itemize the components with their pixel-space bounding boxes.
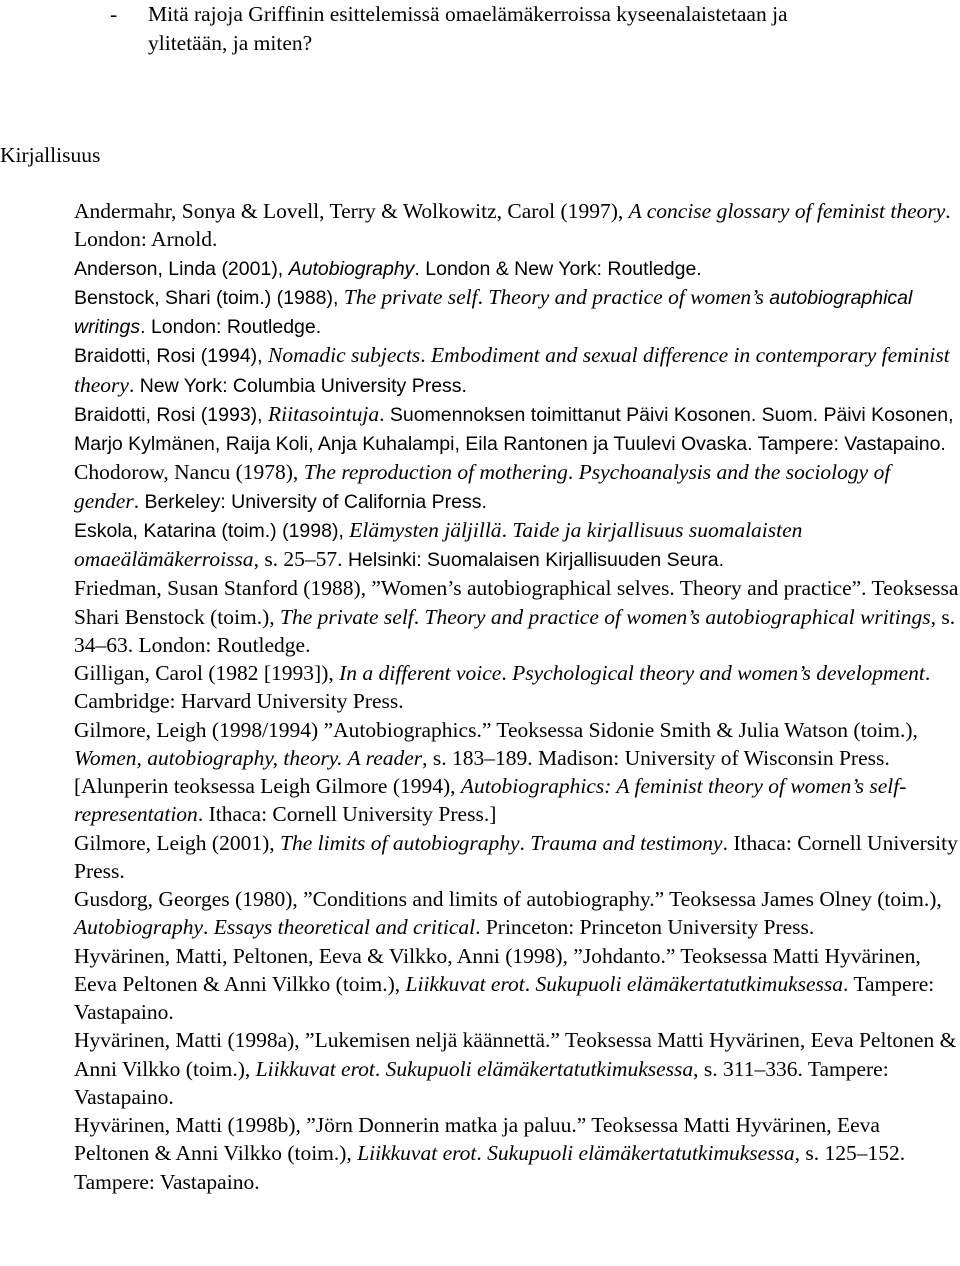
reference-entry	[74, 829, 960, 886]
reference-text: .	[420, 343, 432, 368]
reference-title: Women, autobiography, theory. A reader	[74, 745, 423, 770]
reference-text: Gilmore, Leigh (1998/1994) ”Autobiographics.” Teoksessa Sidonie Smith & Julia Watson (toim.),	[74, 717, 918, 742]
reference-text: .	[501, 517, 513, 542]
reference-text: Benstock, Shari (toim.) (1988),	[74, 286, 344, 309]
reference-text: , s. 311–336. Tampere: Vastapaino.	[74, 1056, 889, 1109]
section-heading: Kirjallisuus	[0, 143, 101, 167]
reference-title: Sukupuoli elämäkertatutkimuksessa	[487, 1141, 795, 1166]
reference-title: The private self	[280, 604, 414, 629]
reference-entry	[74, 458, 960, 516]
reference-title: Theory and practice of women’s autobiographical writings	[424, 604, 931, 629]
reference-text: , s. 34–63. London: Routledge.	[74, 604, 956, 657]
reference-entry	[74, 942, 960, 1027]
reference-text: .	[567, 460, 579, 485]
reference-entry	[74, 1026, 960, 1111]
reference-title: Psychoanalysis and the sociology of gender	[74, 460, 891, 513]
reference-title: Taide ja kirjallisuus suomalaisten omaeälämäkerroissa	[74, 517, 803, 571]
reference-text: Helsinki: Suomalaisen Kirjallisuuden Seura.	[347, 549, 725, 571]
reference-text: Eskola, Katarina (toim.) (1998),	[74, 519, 350, 542]
reference-entry	[74, 400, 960, 459]
reference-title: Liikkuvat erot	[255, 1056, 375, 1081]
reference-text: .	[519, 830, 531, 855]
reference-text: , s. 183–189. Madison: University of Wisconsin Press. [Alunperin teoksessa Leigh Gilmore (1994),	[74, 745, 890, 798]
reference-title: Liikkuvat erot	[405, 971, 525, 996]
reference-text: Hyvärinen, Matti, Peltonen, Eeva & Vilkko, Anni (1998), ”Johdanto.” Teoksessa Matti Hyvärinen, Eeva Peltonen & Anni Vilkko (toim.),	[74, 943, 921, 996]
reference-title: autobiographical writings	[74, 286, 913, 338]
reference-text: New York: Columbia University Press.	[139, 374, 467, 397]
reference-text: , s. 25–57.	[253, 547, 348, 571]
reference-text: .	[476, 1141, 488, 1166]
reference-title: Sukupuoli elämäkertatutkimuksessa	[385, 1056, 694, 1081]
reference-text: . London: Routledge.	[140, 316, 322, 338]
reference-text: . Princeton: Princeton University Press.	[475, 915, 815, 940]
reference-title: Embodiment and sexual difference in contemporary feminist theory	[74, 343, 950, 397]
reference-entry	[74, 516, 960, 575]
reference-title: Sukupuoli elämäkertatutkimuksessa	[535, 971, 844, 996]
reference-entry	[74, 1111, 960, 1196]
reference-title: Liikkuvat erot	[357, 1141, 477, 1166]
reference-title: A concise glossary of feminist theory	[628, 199, 946, 223]
reference-title: Autobiographics: A feminist theory of women’s self-representation	[74, 774, 907, 827]
reference-text: Anderson, Linda (2001),	[74, 257, 289, 280]
reference-text: . Ithaca: Cornell University Press.]	[197, 802, 497, 827]
reference-text: . London: Arnold.	[74, 199, 951, 252]
reference-text: Suomennoksen toimittanut Päivi Kosonen. Suom. Päivi Kosonen, Marjo Kylmänen, Raija Koli, Anja Kuhalampi, Eila Rantonen ja Tuulevi Ovaska. Tampere: Vastapaino.	[74, 403, 954, 455]
reference-title: Elämysten jäljillä	[349, 517, 502, 542]
reference-title: Essays theoretical and critical	[213, 915, 476, 940]
reference-entry	[74, 197, 960, 254]
reference-title: The private self	[343, 284, 478, 309]
reference-title: Nomadic subjects	[268, 343, 421, 368]
reference-text: Gilligan, Carol (1982 [1993]),	[74, 661, 340, 685]
reference-text: . Tampere: Vastapaino.	[74, 971, 935, 1024]
reference-text: .	[379, 401, 390, 426]
reference-text: .	[203, 915, 214, 940]
reference-text: Braidotti, Rosi (1993),	[74, 403, 269, 426]
reference-text: .	[524, 971, 536, 996]
reference-text: .	[477, 284, 489, 309]
reference-text: Berkeley: University of California Press.	[144, 490, 487, 513]
reference-text: . London & New York: Routledge.	[414, 257, 702, 280]
reference-text: .	[501, 661, 513, 685]
question-text	[148, 0, 948, 57]
reference-text: . Cambridge: Harvard University Press.	[74, 661, 931, 714]
question-line-1: Mitä rajoja Griffinin esittelemissä omaelämäkerroissa kyseenalaistetaan ja	[148, 2, 788, 26]
reference-text: Andermahr, Sonya & Lovell, Terry & Wolkowitz, Carol (1997),	[74, 199, 629, 223]
reference-text: Hyvärinen, Matti (1998a), ”Lukemisen neljä käännettä.” Teoksessa Matti Hyvärinen, Eeva Peltonen & Anni Vilkko (toim.),	[74, 1028, 957, 1081]
reference-text: Friedman, Susan Stanford (1988), ”Women’s autobiographical selves. Theory and practice”. Teoksessa Shari Benstock (toim.),	[74, 576, 959, 629]
reference-title: The reproduction of mothering	[303, 460, 568, 485]
reference-title: Trauma and testimony	[530, 830, 723, 855]
reference-text: .	[133, 488, 145, 513]
reference-title: Autobiography	[288, 257, 415, 280]
reference-text: Gilmore, Leigh (2001),	[74, 830, 280, 855]
reference-entry	[74, 341, 960, 400]
reference-text: Braidotti, Rosi (1994),	[74, 345, 269, 368]
reference-text: .	[413, 604, 425, 629]
question-line-2: ylitetään, ja miten?	[148, 30, 313, 55]
reference-title: Theory and practice of women’s	[488, 284, 770, 309]
reference-text: , s. 125–152. Tampere: Vastapaino.	[74, 1141, 906, 1194]
reference-entry	[74, 254, 960, 283]
reference-entry	[74, 716, 960, 829]
reference-text: Chodorow, Nancu (1978),	[74, 460, 304, 485]
reference-text: .	[128, 372, 140, 397]
reference-title: Riitasointuja	[268, 401, 380, 426]
reference-title: In a different voice	[339, 661, 502, 685]
reference-entry	[74, 659, 960, 716]
reference-entry	[74, 574, 960, 659]
reference-text: . Ithaca: Cornell University Press.	[74, 830, 958, 883]
reference-text: .	[374, 1056, 386, 1081]
reference-list	[74, 197, 960, 1196]
reference-title: Autobiography	[74, 915, 203, 940]
reference-title: Psychological theory and women’s development	[512, 661, 925, 685]
reference-text: Hyvärinen, Matti (1998b), ”Jörn Donnerin matka ja paluu.” Teoksessa Matti Hyvärinen, Eeva Peltonen & Anni Vilkko (toim.),	[74, 1113, 880, 1166]
list-dash: -	[110, 2, 118, 26]
reference-entry	[74, 283, 960, 342]
reference-title: The limits of autobiography	[280, 830, 520, 855]
reference-text: Gusdorg, Georges (1980), ”Conditions and limits of autobiography.” Teoksessa James Olney (toim.),	[74, 887, 942, 911]
reference-entry	[74, 885, 960, 942]
